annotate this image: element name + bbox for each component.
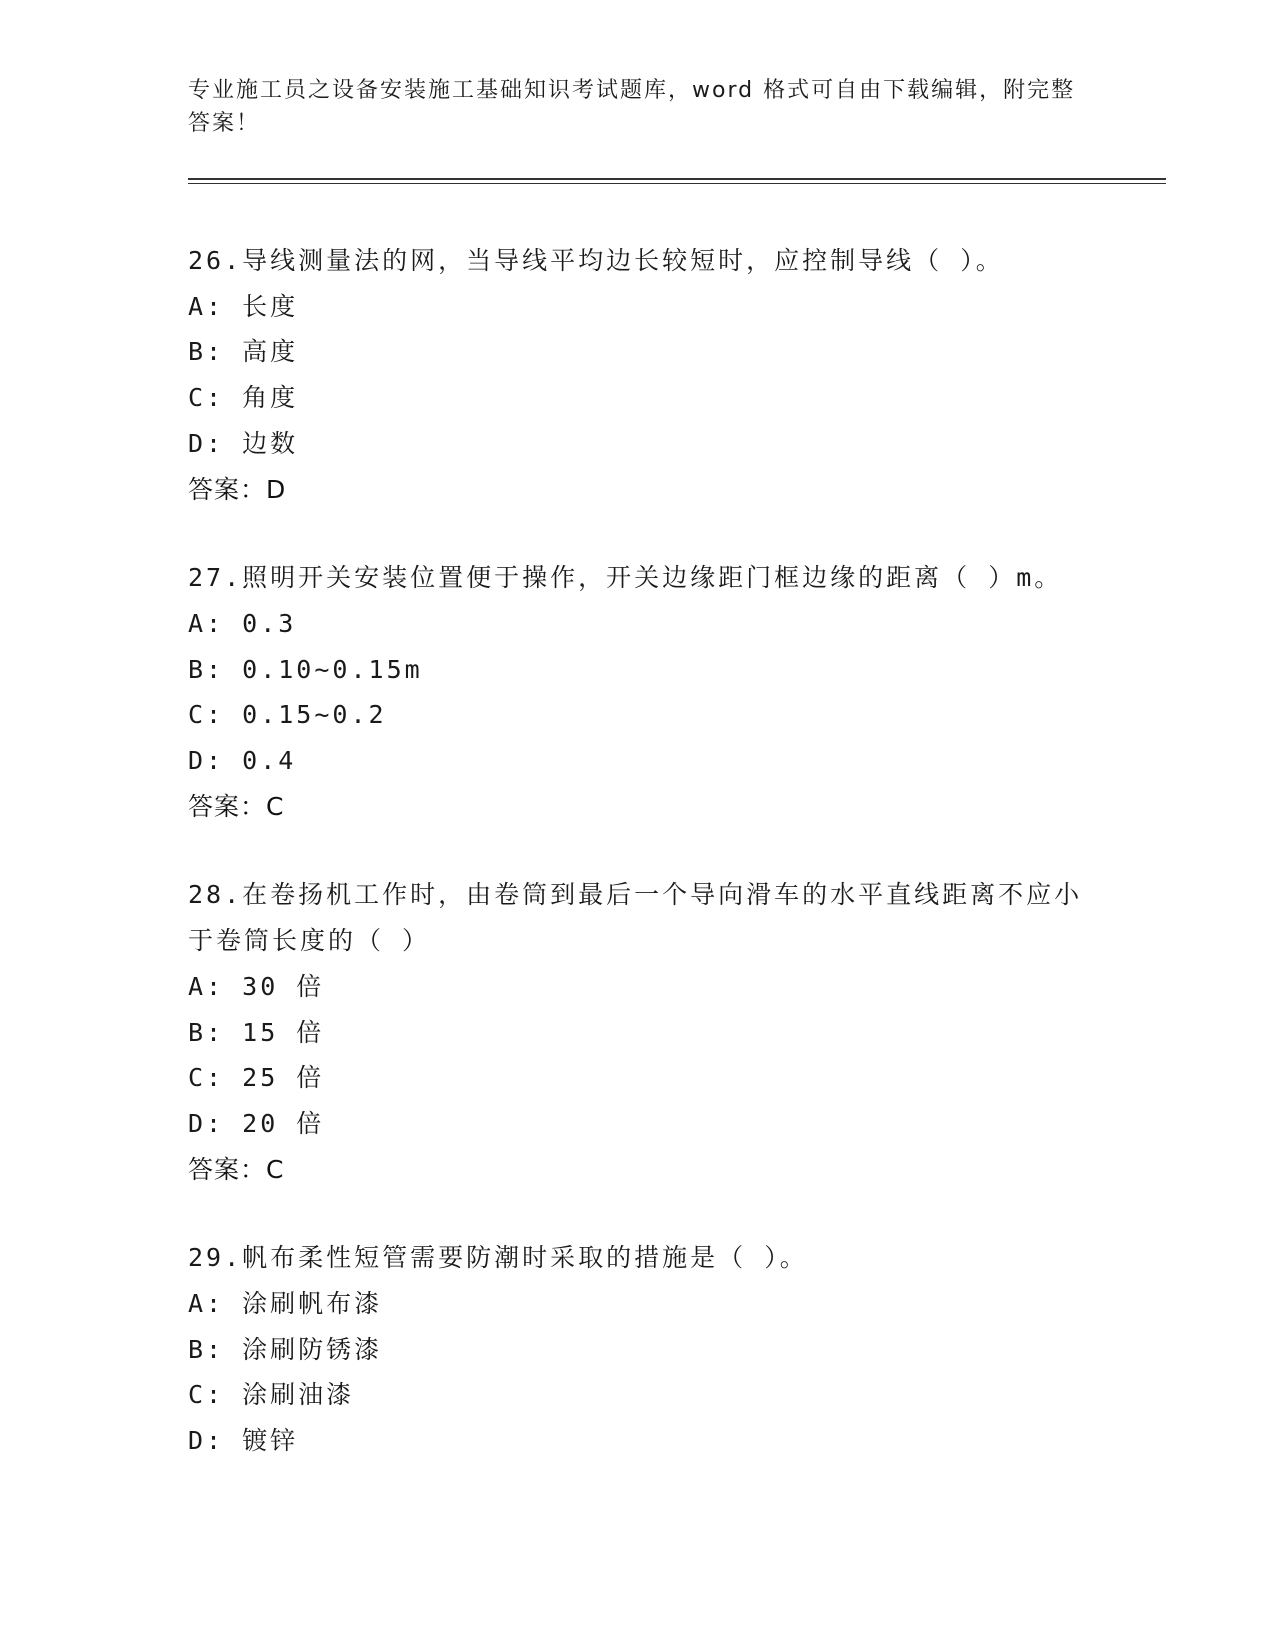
- question-stem: 27.照明开关安装位置便于操作，开关边缘距门框边缘的距离（ ）m。: [188, 563, 1063, 593]
- option-a: A: 0.3: [188, 608, 297, 638]
- question-stem: 29.帆布柔性短管需要防潮时采取的措施是（ ）。: [188, 1243, 808, 1273]
- document-header: 专业施工员之设备安装施工基础知识考试题库，word 格式可自由下载编辑，附完整答案！: [188, 78, 1076, 136]
- option-d: D: 镀锌: [188, 1426, 299, 1456]
- option-c: C: 角度: [188, 383, 299, 413]
- option-b: B: 0.10~0.15m: [188, 654, 423, 684]
- option-a: A: 长度: [188, 291, 299, 321]
- option-b: B: 涂刷防锈漆: [188, 1334, 383, 1364]
- option-c: C: 25 倍: [188, 1063, 325, 1093]
- option-a: A: 涂刷帆布漆: [188, 1289, 383, 1319]
- answer-line: 答案：C: [188, 791, 285, 821]
- answer-line: 答案：D: [188, 474, 287, 504]
- question-list: [188, 238, 1088, 1507]
- question-stem: 28.在卷扬机工作时，由卷筒到最后一个导向滑车的水平直线距离不应小于卷筒长度的（ ）: [188, 880, 1083, 956]
- header-rule-thin: [188, 183, 1166, 184]
- answer-line: 答案：C: [188, 1154, 285, 1184]
- option-d: D: 20 倍: [188, 1108, 325, 1138]
- option-b: B: 高度: [188, 337, 299, 367]
- question-27: [188, 555, 1088, 829]
- option-b: B: 15 倍: [188, 1017, 325, 1047]
- header-rule-thick: [188, 178, 1166, 180]
- option-a: A: 30 倍: [188, 971, 325, 1001]
- option-c: C: 0.15~0.2: [188, 700, 387, 730]
- question-28: [188, 872, 1088, 1192]
- question-stem: 26.导线测量法的网，当导线平均边长较短时，应控制导线（ ）。: [188, 246, 1004, 275]
- option-c: C: 涂刷油漆: [188, 1380, 355, 1410]
- option-d: D: 边数: [188, 428, 299, 458]
- question-26: [188, 238, 1088, 512]
- option-d: D: 0.4: [188, 746, 297, 776]
- question-29: [188, 1235, 1088, 1464]
